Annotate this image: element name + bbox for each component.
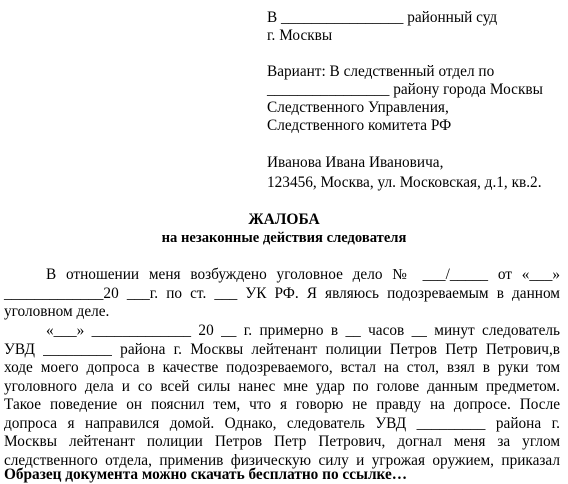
sender-address: 123456, Москва, ул. Московская, д.1, кв.2. <box>267 174 542 191</box>
body-line: Такое поведение он пояснил тем, что я говорю не правду на допросе. После <box>4 396 560 413</box>
alt-addressee-line: ________________ району города Москвы <box>267 81 543 98</box>
download-link[interactable]: Образец документа можно скачать бесплатно по ссылке… <box>4 466 408 483</box>
body-line: _____________20 ___г. по ст. ___ УК РФ. Я являюсь подозреваемым в данном <box>4 285 560 302</box>
document-title: ЖАЛОБА <box>248 211 320 228</box>
body-line: уголовного дела и со всей силы нанес мне удар по голове данным предметом. <box>4 378 560 395</box>
alt-addressee-line: Вариант: В следственный отдел по <box>267 63 495 80</box>
body-line: «___» _____________ 20 __ г. примерно в __ часов __ минут следователь <box>46 322 560 339</box>
body-line: следственного отдела, применив физическую силу и угрожая оружием, приказал <box>4 452 560 469</box>
body-line: В отношении меня возбуждено уголовное дело № ___/_____ от «___» <box>46 266 560 283</box>
body-line: ходе моего допроса в качестве подозреваемого, встал на стол, взял в руки том <box>4 359 560 376</box>
sender-name: Иванова Ивана Ивановича, <box>267 154 444 171</box>
body-line: Москвы лейтенант полиции Петров Петр Петрович, догнал меня за углом <box>4 433 560 450</box>
body-line: уголовном деле. <box>4 303 110 320</box>
alt-addressee-line: Следственного комитета РФ <box>267 117 452 134</box>
document-subtitle: на незаконные действия следователя <box>161 230 407 246</box>
city-line: г. Москвы <box>267 27 333 44</box>
alt-addressee-line: Следственного Управления, <box>267 99 449 116</box>
body-line: допроса я направился домой. Однако, следователь УВД _________ района г. <box>4 415 560 432</box>
body-line: УВД _________ района г. Москвы лейтенант полиции Петров Петр Петрович,в <box>4 341 560 358</box>
court-line: В ________________ районный суд <box>267 9 498 26</box>
